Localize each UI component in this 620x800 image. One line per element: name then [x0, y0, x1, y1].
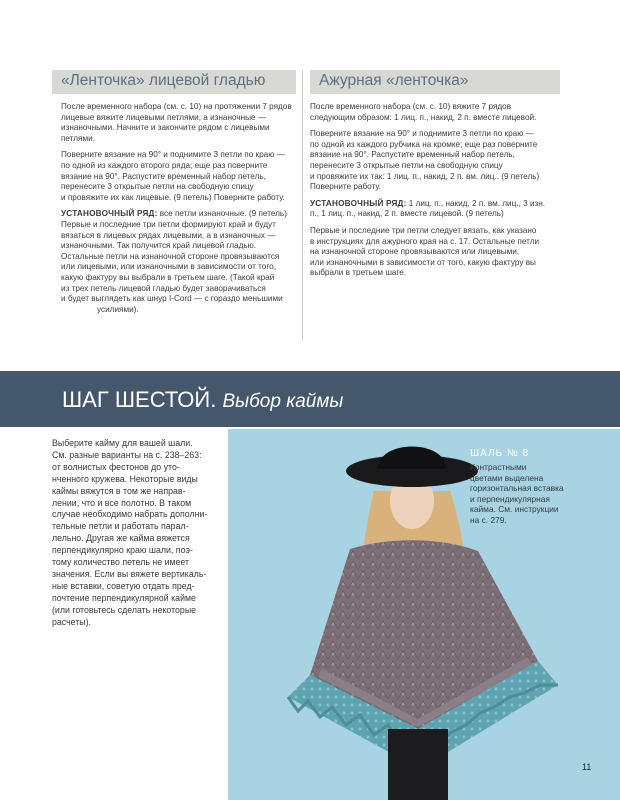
text-line: все петли изнаночные. (9 петель): [157, 209, 287, 219]
step-title: [62, 387, 343, 415]
left-paragraph-2: [52, 150, 296, 203]
step-title-subtitle: Выбор каймы: [222, 391, 344, 412]
left-column: [52, 70, 296, 315]
text-line: на изнаночной стороне провязываются или лицевыми,: [310, 247, 520, 257]
text-line: тому количество петель не имеет: [52, 557, 190, 568]
text-line: перпендикулярно краю шали, поэ-: [52, 545, 193, 556]
text-line: После временного набора (см. с. 10) на протяжении 7 рядов: [61, 102, 292, 111]
text-line: изнаночными. Так получится край лицевой гладью.: [61, 241, 257, 251]
text-line: из трех петель лицевой гладью будет заворачиваться: [61, 283, 266, 293]
setup-row-label: УСТАНОВОЧНЫЙ РЯД:: [61, 209, 158, 219]
text-line: перенесите 3 открытые петли на свободную спицу: [61, 182, 254, 192]
caption-text: [470, 462, 580, 526]
text-line: и перпендикулярная: [470, 493, 550, 504]
left-paragraph-1: [52, 102, 296, 144]
text-line: от волнистых фестонов до уто-: [52, 461, 180, 472]
text-line: перенесите 3 открытые петли на свободную спицу: [310, 160, 503, 170]
text-line: лении, что и все полотно. В таком: [52, 497, 192, 508]
right-paragraph-4: [310, 226, 560, 279]
right-paragraph-2: [310, 129, 560, 193]
text-line: тельные петли и работать парал-: [52, 521, 189, 532]
section-heading-left: «Ленточка» лицевой гладью: [52, 70, 296, 94]
text-line: по одной из каждого второго ряда; еще раз поверните: [61, 160, 268, 170]
text-line: изнаночными. Начните и закончите рядом с лицевыми: [61, 123, 270, 133]
setup-row-label: УСТАНОВОЧНЫЙ РЯД:: [310, 198, 407, 208]
intro-text: [52, 438, 217, 629]
text-line: выбрали в третьем шаге.: [310, 268, 407, 278]
right-paragraph-3: [310, 199, 560, 220]
text-line: усилиями).: [97, 304, 139, 314]
section-heading-right: Ажурная «ленточка»: [310, 70, 560, 94]
text-line: и провяжите их как лицевые. (9 петель) Поверните работу.: [61, 192, 285, 202]
text-line: нченного кружева. Некоторые виды: [52, 473, 198, 484]
right-column: [310, 70, 560, 279]
text-line: См. разные варианты на с. 238–263:: [52, 449, 202, 460]
text-line: и провяжите их так: 1 лиц. п., накид, 2 п. вм. лиц.. (9 петель): [310, 171, 540, 181]
text-line: Поверните работу.: [310, 182, 381, 192]
text-line: ные вставки, советую отдать пред-: [52, 580, 195, 591]
text-line: на с. 279.: [470, 514, 507, 525]
right-paragraph-1: [310, 102, 560, 123]
photo-caption: [470, 447, 580, 526]
left-body: [52, 102, 296, 315]
text-line: Поверните вязание на 90° и поднимите 3 петли по краю —: [310, 129, 534, 139]
text-line: Остальные петли на изнаночной стороне провязываются: [61, 251, 280, 261]
text-line: почтение перпендикулярной кайме: [52, 592, 196, 603]
right-body: [310, 102, 560, 279]
text-line: значения. Если вы вяжете вертикаль-: [52, 568, 207, 579]
text-line: или изнаночными в зависимости от того, какую фактуру вы: [310, 257, 536, 267]
text-line: После временного набора (см. с. 10) вяжите 7 рядов: [310, 102, 512, 111]
column-divider: [302, 70, 303, 340]
text-line: цветами выделена: [470, 472, 544, 483]
text-line: Контрастными: [470, 462, 527, 472]
text-line: вязаться в лицевых рядах лицевыми, а в изнаночных —: [61, 230, 276, 240]
text-line: и будет выглядеть как шнур I-Cord — с гораздо меньшими: [61, 294, 283, 304]
left-paragraph-3: [52, 209, 296, 315]
text-line: лельно. Другая же кайма вяжется: [52, 533, 190, 544]
text-line: горизонтальная вставка: [470, 483, 564, 494]
text-line: 1 лиц. п., накид, 2 п. вм. лиц., 3 изн.: [406, 198, 546, 208]
text-line: (или готовьтесь сделать некоторые: [52, 604, 197, 615]
text-line: расчеты).: [52, 616, 91, 627]
caption-title: ШАЛЬ № 8: [470, 448, 530, 459]
text-line: петлями.: [61, 133, 95, 143]
text-line: вязание на 90°. Распустите временный набор петель,: [61, 171, 266, 181]
text-line: или лицевыми, или изнаночными в зависимости от того,: [61, 262, 276, 272]
step-title-main: ШАГ ШЕСТОЙ.: [62, 387, 217, 412]
text-line: следующим образом: 1 лиц. п., накид, 2 п. вместе лицевой.: [310, 112, 537, 122]
hat-crown: [378, 447, 446, 470]
page-number: 11: [582, 762, 592, 772]
text-line: кайма. См. инструкции: [470, 504, 559, 515]
text-line: какую фактуру вы выбрали в третьем шаге. (Такой край: [61, 272, 275, 282]
legs: [388, 729, 448, 800]
text-line: лицевые вяжите лицевыми петлями, а изнаночные —: [61, 112, 267, 122]
text-line: каймы вяжутся в том же направ-: [52, 485, 186, 496]
text-line: Выберите кайму для вашей шали.: [52, 438, 193, 448]
text-line: по одной из каждого рубчика на кромке; еще раз поверните: [310, 139, 538, 149]
text-line: Первые и последние три петли следует вязать, как указано: [310, 225, 537, 235]
text-line: Первые и последние три петли формируют край и будут: [61, 219, 276, 229]
text-line: вязание на 90°. Распустите временный набор петель,: [310, 150, 515, 160]
text-line: п., 1 лиц. п., накид, 2 п. вместе лицевой. (9 петель): [310, 209, 504, 219]
text-line: Поверните вязание на 90° и поднимите 3 петли по краю —: [61, 150, 285, 160]
text-line: случае необходимо набрать дополни-: [52, 509, 208, 520]
text-line: в инструкциях для ажурного края на с. 17. Остальные петли: [310, 236, 540, 246]
